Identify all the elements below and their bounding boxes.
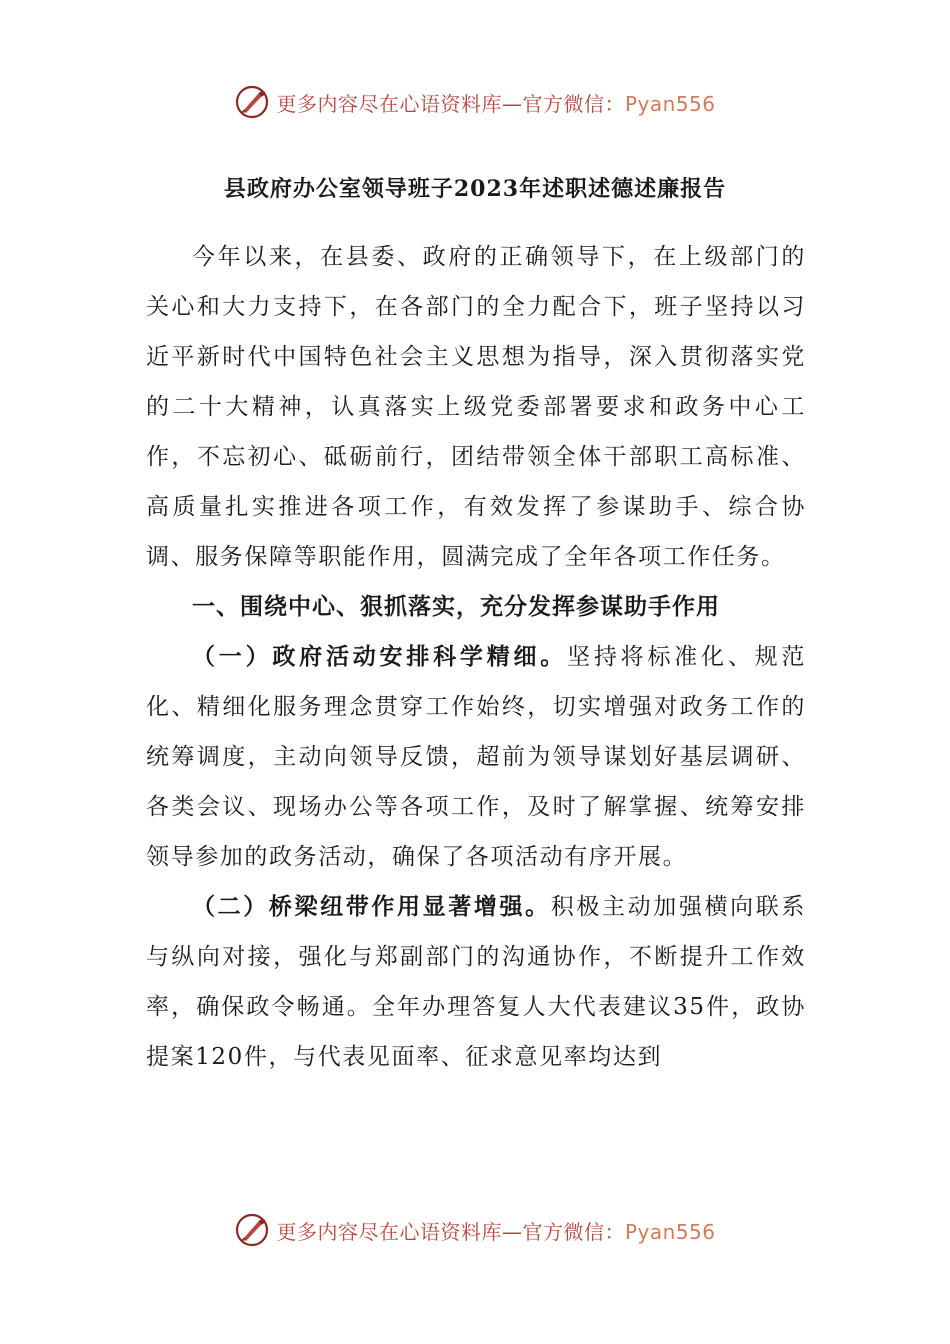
document-body — [146, 232, 806, 1082]
wechat-id: Pyan556 — [624, 91, 716, 116]
item-body-1: 坚持将标准化、规范化、精细化服务理念贯穿工作始终，切实增强对政务工作的统筹调度，主动向领导反馈，超前为领导谋划好基层调研、各类会议、现场办公等各项工作，及时了解掌握、统筹安排领导参加的政务活动，确保了各项活动有序开展。 — [146, 644, 807, 870]
wechat-id: Pyan556 — [624, 1219, 716, 1244]
quill-pen-seal-icon — [234, 1212, 270, 1248]
item-lead-1: （一）政府活动安排科学精细。 — [192, 643, 568, 670]
watermark-text: 更多内容尽在心语资料库—官方微信：Pyan556 — [276, 1219, 716, 1244]
quill-pen-seal-icon — [234, 84, 270, 120]
header-watermark-banner — [0, 80, 950, 124]
watermark-text: 更多内容尽在心语资料库—官方微信：Pyan556 — [276, 91, 716, 116]
document-title: 县政府办公室领导班子2023年述职述德述廉报告 — [223, 176, 727, 202]
section-heading: 一、围绕中心、狠抓落实，充分发挥参谋助手作用 — [192, 593, 720, 620]
item-paragraph-2 — [146, 882, 806, 1082]
item-body-2: 积极主动加强横向联系与纵向对接，强化与郑副部门的沟通协作，不断提升工作效率，确保政令畅通。全年办理答复人大代表建议35件，政协提案120件，与代表见面率、征求意见率均达到 — [146, 894, 806, 1070]
item-paragraph-1 — [146, 632, 806, 882]
intro-paragraph: 今年以来，在县委、政府的正确领导下，在上级部门的关心和大力支持下，在各部门的全力配合下，班子坚持以习近平新时代中国特色社会主义思想为指导，深入贯彻落实党的二十大精神，认真落实上级党委部署要求和政务中心工作，不忘初心、砥砺前行，团结带领全体干部职工高标准、高质量扎实推进各项工作，有效发挥了参谋助手、综合协调、服务保障等职能作用，圆满完成了全年各项工作任务。 — [146, 244, 806, 570]
footer-watermark-banner — [0, 1208, 950, 1252]
item-lead-2: （二）桥梁纽带作用显著增强。 — [192, 893, 551, 920]
